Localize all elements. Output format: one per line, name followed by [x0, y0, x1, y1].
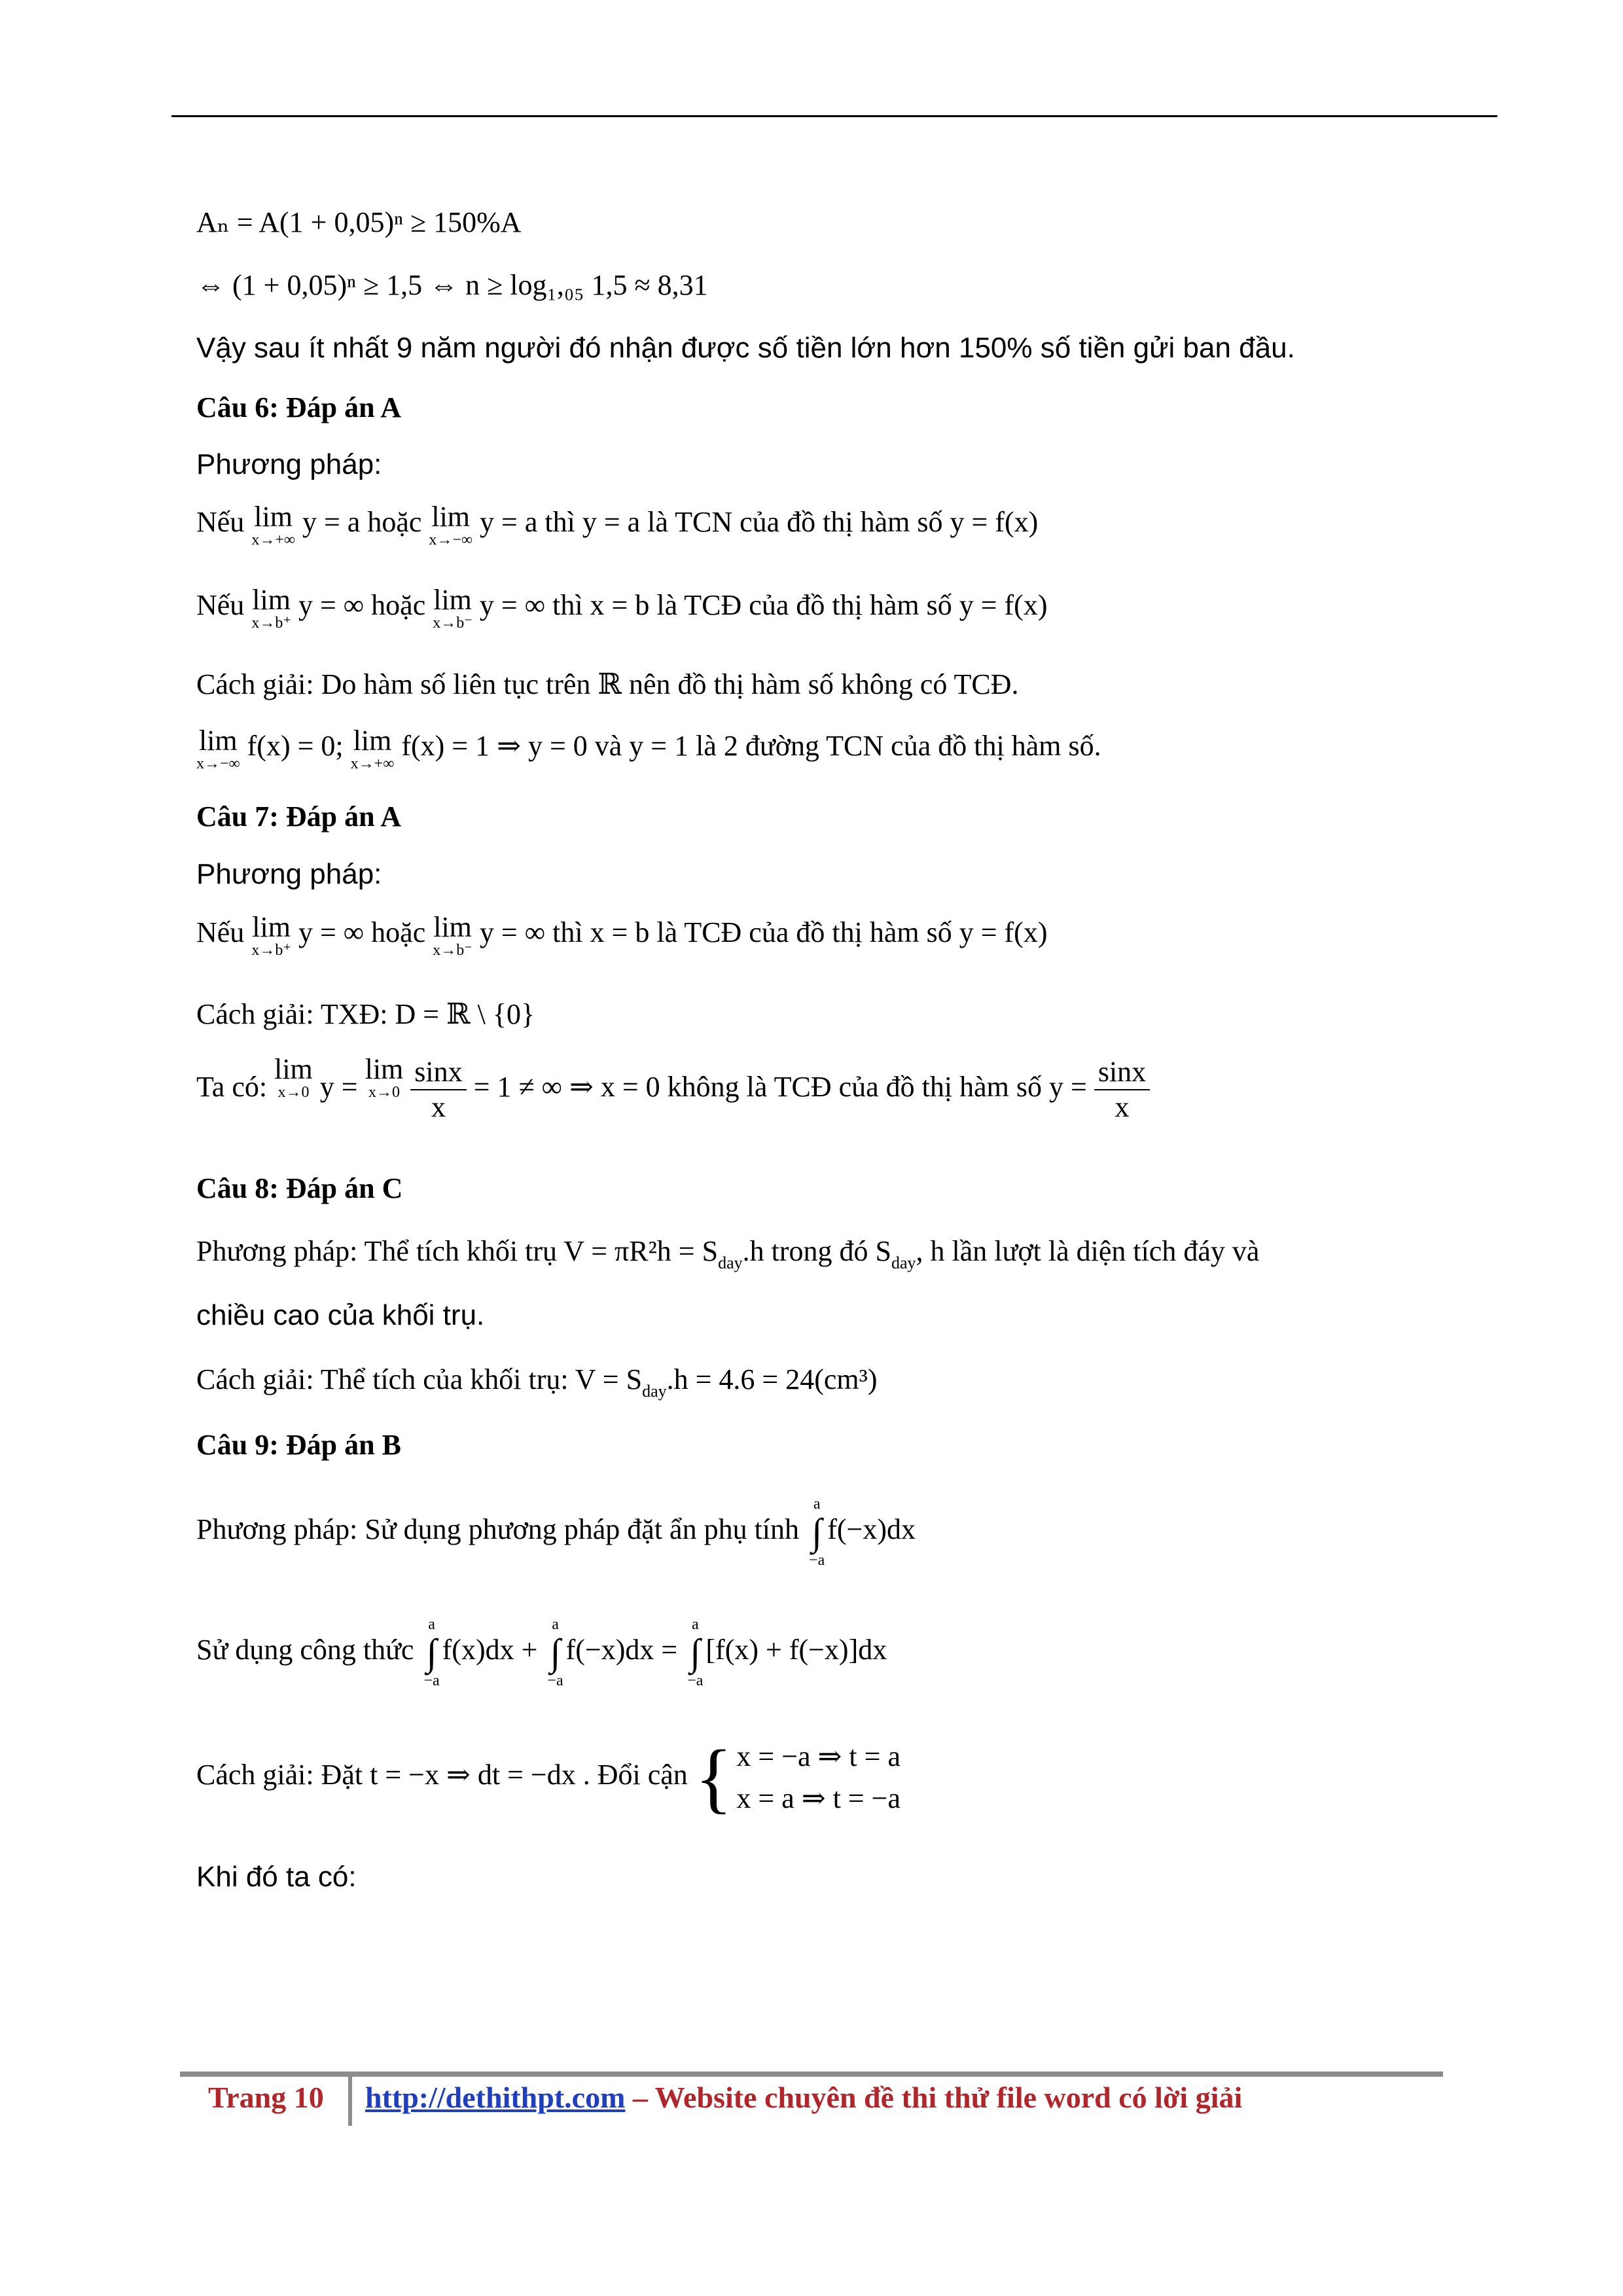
- q8-solution-b: .h = 4.6 = 24(cm³): [666, 1363, 878, 1395]
- conclusion: Vậy sau ít nhất 9 năm người đó nhận được số tiền lớn hơn 150% số tiền gửi ban đầu.: [196, 332, 1295, 364]
- q6-rule2-end: y = ∞ thì x = b là TCĐ của đồ thị hàm số y = f(x): [479, 589, 1048, 621]
- limit-symbol: lim x→b⁻: [433, 584, 473, 632]
- q9-heading: [196, 1426, 401, 1465]
- q9-formula: [196, 1601, 887, 1699]
- q7-rule: [196, 913, 1047, 959]
- q9-solution-text: Cách giải: Đặt t = −x ⇒ dt = −dx . Đổi cận: [196, 1759, 688, 1791]
- q7-solution-text: Cách giải: TXĐ: D = ℝ \ {0}: [196, 998, 535, 1030]
- q6-method-label: [196, 445, 382, 484]
- equation-log-text: ⇔ (1 + 0,05)ⁿ ≥ 1,5 ⇔ n ≥ log₁,₀₅ 1,5 ≈ 8,31: [196, 269, 708, 301]
- q6-rule2-if: Nếu: [196, 589, 245, 621]
- footer-tagline: – Website chuyên đề thi thử file word có lời giải: [625, 2081, 1243, 2114]
- q9-formula-term2: f(−x)dx =: [565, 1634, 678, 1666]
- q8-sub: day: [718, 1253, 743, 1272]
- integral-sign: a ∫ −a: [547, 1615, 563, 1689]
- q9-method-text: Phương pháp: Sử dụng phương pháp đặt ẩn phụ tính: [196, 1513, 800, 1545]
- q6-rule1-end: y = a thì y = a là TCN của đồ thị hàm số y = f(x): [480, 506, 1039, 538]
- equation-log: [196, 266, 708, 305]
- q9-integrand: f(−x)dx: [827, 1513, 916, 1545]
- q7-rule-end: y = ∞ thì x = b là TCĐ của đồ thị hàm số y = f(x): [479, 916, 1048, 948]
- q7-calc: [196, 1055, 1150, 1124]
- limit-symbol: lim x→0: [274, 1053, 313, 1101]
- fraction: $\frac{\sin x}{x}$: [1094, 1055, 1150, 1124]
- q7-rule-if: Nếu: [196, 916, 245, 948]
- q7-rule-mid: y = ∞ hoặc: [298, 916, 426, 948]
- limit-symbol: lim x→b⁺: [251, 584, 291, 632]
- limit-symbol: lim x→+∞: [350, 725, 395, 772]
- q9-solution: [196, 1729, 901, 1821]
- q6-rule1-if: Nếu: [196, 506, 245, 538]
- q7-calc-intro: Ta có:: [196, 1071, 268, 1103]
- limit-symbol: lim x→−∞: [196, 725, 240, 772]
- q8-method-a: Phương pháp: Thể tích khối trụ V = πR²h = S: [196, 1235, 719, 1267]
- footer-separator: [348, 2073, 352, 2126]
- q6-rule1: [196, 503, 1038, 548]
- bounds-system: [694, 1733, 901, 1821]
- q7-calc-conclusion: = 1 ≠ ∞ ⇒ x = 0 không là TCĐ của đồ thị hàm số y =: [473, 1071, 1087, 1103]
- q9-method: [196, 1480, 916, 1579]
- q7-heading: [196, 797, 401, 836]
- limit-symbol: lim x→b⁺: [251, 911, 291, 959]
- q8-sub: day: [891, 1253, 916, 1272]
- equation-an: [196, 203, 522, 242]
- q6-rule2: [196, 586, 1047, 632]
- limit-symbol: lim x→b⁻: [433, 911, 473, 959]
- limit-symbol: lim x→−∞: [429, 501, 473, 548]
- q8-solution: [196, 1360, 878, 1411]
- q6-heading: [196, 388, 401, 427]
- q8-method: [196, 1232, 1259, 1283]
- bounds-row: x = a ⇒ t = −a: [736, 1782, 901, 1814]
- q8-sub: day: [642, 1382, 667, 1401]
- q6-limits: [196, 726, 1101, 772]
- q9-formula-term1: f(x)dx +: [442, 1634, 538, 1666]
- footer-rule: [180, 2072, 1443, 2077]
- footer-website: [365, 2080, 1242, 2115]
- fraction: $\frac{\sin x}{x}$: [410, 1055, 466, 1124]
- q8-method-b: .h trong đó S: [742, 1235, 891, 1267]
- q7-method-text: Phương pháp:: [196, 858, 382, 890]
- q6-rule2-mid: y = ∞ hoặc: [298, 589, 426, 621]
- website-link[interactable]: http://dethithpt.com: [365, 2081, 626, 2114]
- integral-sign: a ∫ −a: [809, 1495, 825, 1569]
- q9-formula-intro: Sử dụng công thức: [196, 1634, 414, 1666]
- q7-solution: [196, 995, 535, 1034]
- integral-sign: a ∫ −a: [687, 1615, 704, 1689]
- integral-sign: a ∫ −a: [423, 1615, 440, 1689]
- q6-method-text: Phương pháp:: [196, 448, 382, 480]
- q6-solution: [196, 665, 1019, 704]
- q7-method-label: [196, 855, 382, 894]
- equation-an-text: Aₙ = A(1 + 0,05)ⁿ ≥ 150%A: [196, 206, 522, 238]
- q7-heading-text: Câu 7: Đáp án A: [196, 800, 401, 833]
- limit-symbol: lim x→0: [365, 1053, 404, 1101]
- q6-heading-text: Câu 6: Đáp án A: [196, 391, 401, 423]
- left-brace-icon: {: [694, 1733, 733, 1821]
- q8-method-line2: [196, 1296, 484, 1335]
- q6-limits-part2: f(x) = 1 ⇒ y = 0 và y = 1 là 2 đường TCN của đồ thị hàm số.: [401, 730, 1101, 762]
- q6-limits-part1: f(x) = 0;: [247, 730, 344, 762]
- q6-rule1-mid: y = a hoặc: [302, 506, 422, 538]
- q8-method-line2-text: chiều cao của khối trụ.: [196, 1299, 485, 1331]
- limit-symbol: lim x→+∞: [251, 501, 295, 548]
- bounds-row: x = −a ⇒ t = a: [736, 1740, 901, 1772]
- q8-heading: [196, 1169, 402, 1208]
- q8-method-c: , h lần lượt là diện tích đáy và: [916, 1235, 1260, 1267]
- q9-formula-term3: [f(x) + f(−x)]dx: [705, 1634, 887, 1666]
- q6-solution-text: Cách giải: Do hàm số liên tục trên ℝ nên đồ thị hàm số không có TCĐ.: [196, 668, 1019, 700]
- q8-solution-a: Cách giải: Thể tích của khối trụ: V = S: [196, 1363, 643, 1395]
- q9-then-text: Khi đó ta có:: [196, 1861, 357, 1893]
- q8-heading-text: Câu 8: Đáp án C: [196, 1172, 403, 1204]
- page-number: Trang 10: [208, 2081, 324, 2114]
- conclusion-text: [196, 329, 1295, 368]
- q9-heading-text: Câu 9: Đáp án B: [196, 1429, 401, 1461]
- q7-calc-y: y =: [319, 1071, 358, 1103]
- q9-then: [196, 1857, 357, 1897]
- header-rule: [171, 115, 1497, 117]
